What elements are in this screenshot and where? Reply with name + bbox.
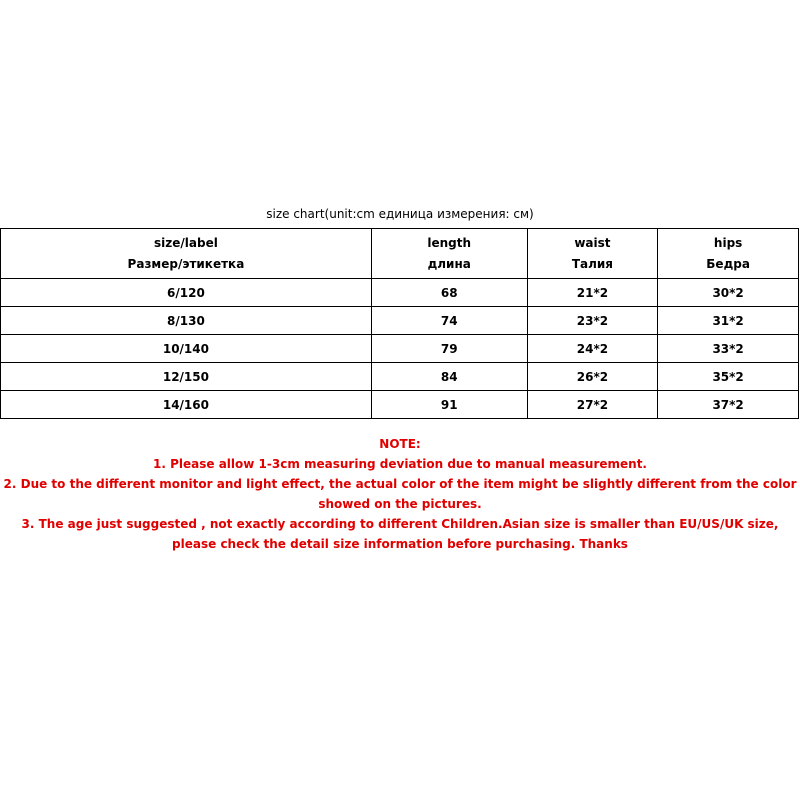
- cell-size: 10/140: [1, 335, 372, 363]
- cell-size: 12/150: [1, 363, 372, 391]
- cell-hips: 31*2: [658, 307, 799, 335]
- size-chart-title: size chart(unit:cm единица измерения: см): [266, 207, 534, 221]
- header-waist: [527, 229, 658, 279]
- cell-waist: 26*2: [527, 363, 658, 391]
- cell-length: 68: [371, 279, 527, 307]
- header-length-ru: длина: [427, 256, 471, 271]
- cell-waist: 21*2: [527, 279, 658, 307]
- header-waist-en: waist: [574, 235, 611, 250]
- cell-length: 79: [371, 335, 527, 363]
- cell-hips: 33*2: [658, 335, 799, 363]
- cell-length: 84: [371, 363, 527, 391]
- cell-hips: 37*2: [658, 391, 799, 419]
- table-row: [1, 307, 799, 335]
- cell-hips: 30*2: [658, 279, 799, 307]
- header-hips-en: hips: [713, 235, 743, 250]
- note-item-3: 3. The age just suggested , not exactly according to different Children.Asian size is smaller than EU/US/UK size, please check the detail size information before purchasing. Thanks: [21, 517, 779, 551]
- table-header-row: [1, 229, 799, 279]
- header-hips: [658, 229, 799, 279]
- cell-waist: 27*2: [527, 391, 658, 419]
- table-row: [1, 391, 799, 419]
- cell-size: 14/160: [1, 391, 372, 419]
- cell-size: 6/120: [1, 279, 372, 307]
- header-length: [371, 229, 527, 279]
- cell-waist: 24*2: [527, 335, 658, 363]
- header-waist-ru: Талия: [571, 256, 614, 271]
- table-row: [1, 363, 799, 391]
- cell-size: 8/130: [1, 307, 372, 335]
- note-item-1: 1. Please allow 1-3cm measuring deviation due to manual measurement.: [153, 457, 647, 471]
- cell-hips: 35*2: [658, 363, 799, 391]
- table-row: [1, 335, 799, 363]
- notes-section: [0, 434, 800, 554]
- header-size-en: size/label: [154, 235, 218, 250]
- size-chart-table: [0, 228, 799, 419]
- cell-length: 91: [371, 391, 527, 419]
- header-length-en: length: [427, 235, 472, 250]
- cell-length: 74: [371, 307, 527, 335]
- note-heading: NOTE:: [379, 437, 421, 451]
- header-hips-ru: Бедра: [706, 256, 750, 271]
- header-size-ru: Размер/этикетка: [127, 256, 245, 271]
- cell-waist: 23*2: [527, 307, 658, 335]
- table-row: [1, 279, 799, 307]
- note-item-2: 2. Due to the different monitor and light effect, the actual color of the item might be slightly different from the color showed on the pictures.: [3, 477, 797, 511]
- header-size: [1, 229, 372, 279]
